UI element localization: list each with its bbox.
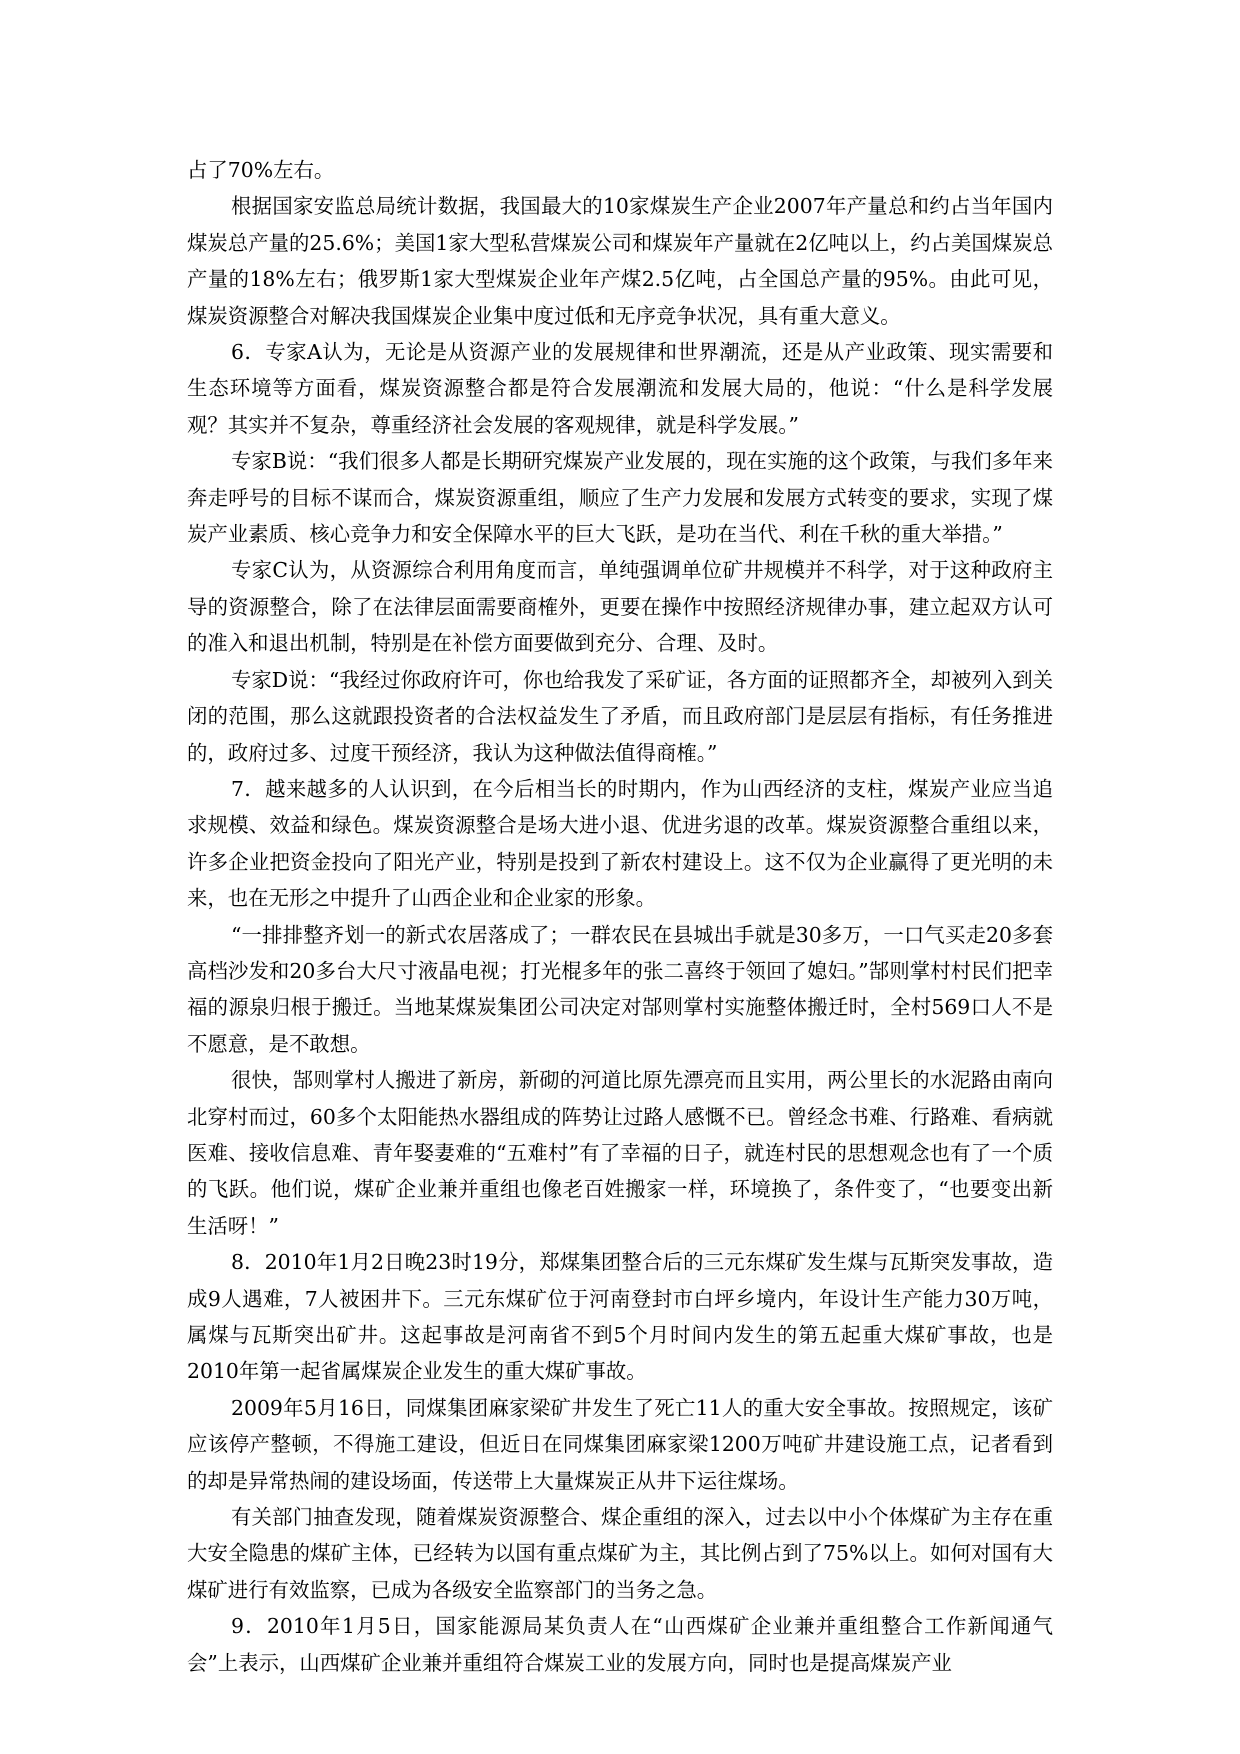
paragraph-inspection: 有关部门抽查发现，随着煤炭资源整合、煤企重组的深入，过去以中小个体煤矿为主存在重大安全隐患的煤矿主体，已经转为以国有重点煤矿为主，其比例占到了75%以上。如何对国有大煤矿进行有效监察，已成为各级安全监察部门的当务之急。 [187, 1505, 1053, 1602]
paragraph-item-6-expert-a: 6．专家A认为，无论是从资源产业的发展规律和世界潮流，还是从产业政策、现实需要和生态环境等方面看，煤炭资源整合都是符合发展潮流和发展大局的，他说：“什么是科学发展观？其实并不复杂，尊重经济社会发展的客观规律，就是科学发展。” [187, 340, 1053, 437]
paragraph-expert-d: 专家D说：“我经过你政府许可，你也给我发了采矿证，各方面的证照都齐全，却被列入到关闭的范围，那么这就跟投资者的合法权益发生了矛盾，而且政府部门是层层有指标，有任务推进的，政府过多、过度干预经济，我认为这种做法值得商榷。” [187, 667, 1054, 765]
paragraph-item-8-accident: 8．2010年1月2日晚23时19分，郑煤集团整合后的三元东煤矿发生煤与瓦斯突发事故，造成9人遇难，7人被困井下。三元东煤矿位于河南登封市白坪乡境内，年设计生产能力30万吨，属煤与瓦斯突出矿井。这起事故是河南省不到5个月时间内发生的第五起重大煤矿事故，也是2010年第一起省属煤炭企业发生的重大煤矿事故。 [187, 1250, 1053, 1384]
paragraph-village-quote: “一排排整齐划一的新式农居落成了；一群农民在县城出手就是30多万，一口气买走20多套高档沙发和20多台大尺寸液晶电视；打光棍多年的张二喜终于领回了媳妇。”郜则掌村村民们把幸福的源泉归根于搬迁。当地某煤炭集团公司决定对郜则掌村实施整体搬迁时，全村569口人不是不愿意，是不敢想。 [187, 922, 1053, 1056]
paragraph-item-7: 7．越来越多的人认识到，在今后相当长的时期内，作为山西经济的支柱，煤炭产业应当追求规模、效益和绿色。煤炭资源整合是场大进小退、优进劣退的改革。煤炭资源整合重组以来，许多企业把资金投向了阳光产业，特别是投到了新农村建设上。这不仅为企业赢得了更光明的未来，也在无形之中提升了山西企业和企业家的形象。 [187, 776, 1053, 911]
paragraph-continuation: 占了70%左右。 [187, 158, 335, 182]
paragraph-tongmei-accident: 2009年5月16日，同煤集团麻家梁矿井发生了死亡11人的重大安全事故。按照规定，该矿应该停产整顿，不得施工建设，但近日在同煤集团麻家梁1200万吨矿井建设施工点，记者看到的却是异常热闹的建设场面，传送带上大量煤炭正从井下运往煤场。 [187, 1395, 1053, 1493]
paragraph-statistics: 根据国家安监总局统计数据，我国最大的10家煤炭生产企业2007年产量总和约占当年国内煤炭总产量的25.6%；美国1家大型私营煤炭公司和煤炭年产量就在2亿吨以上，约占美国煤炭总产量的18%左右；俄罗斯1家大型煤炭企业年产煤2.5亿吨，占全国总产量的95%。由此可见，煤炭资源整合对解决我国煤炭企业集中度过低和无序竞争状况，具有重大意义。 [187, 194, 1053, 328]
paragraph-expert-b: 专家B说：“我们很多人都是长期研究煤炭产业发展的，现在实施的这个政策，与我们多年来奔走呼号的目标不谋而合，煤炭资源重组，顺应了生产力发展和发展方式转变的要求，实现了煤炭产业素质、核心竞争力和安全保障水平的巨大飞跃，是功在当代、利在千秋的重大举措。” [187, 449, 1053, 547]
paragraph-village-new-life: 很快，郜则掌村人搬进了新房，新砌的河道比原先漂亮而且实用，两公里长的水泥路由南向北穿村而过，60多个太阳能热水器组成的阵势让过路人感慨不已。曾经念书难、行路难、看病就医难、接收信息难、青年娶妻难的“五难村”有了幸福的日子，就连村民的思想观念也有了一个质的飞跃。他们说，煤矿企业兼并重组也像老百姓搬家一样，环境换了，条件变了，“也要变出新生活呀！” [187, 1068, 1053, 1238]
paragraph-item-9: 9．2010年1月5日，国家能源局某负责人在“山西煤矿企业兼并重组整合工作新闻通气会”上表示，山西煤矿企业兼并重组符合煤炭工业的发展方向，同时也是提高煤炭产业 [187, 1614, 1053, 1675]
paragraph-expert-c: 专家C认为，从资源综合利用角度而言，单纯强调单位矿井规模并不科学，对于这种政府主导的资源整合，除了在法律层面需要商榷外，更要在操作中按照经济规律办事，建立起双方认可的准入和退出机制，特别是在补偿方面要做到充分、合理、及时。 [187, 558, 1053, 656]
document-body [187, 152, 1053, 1681]
